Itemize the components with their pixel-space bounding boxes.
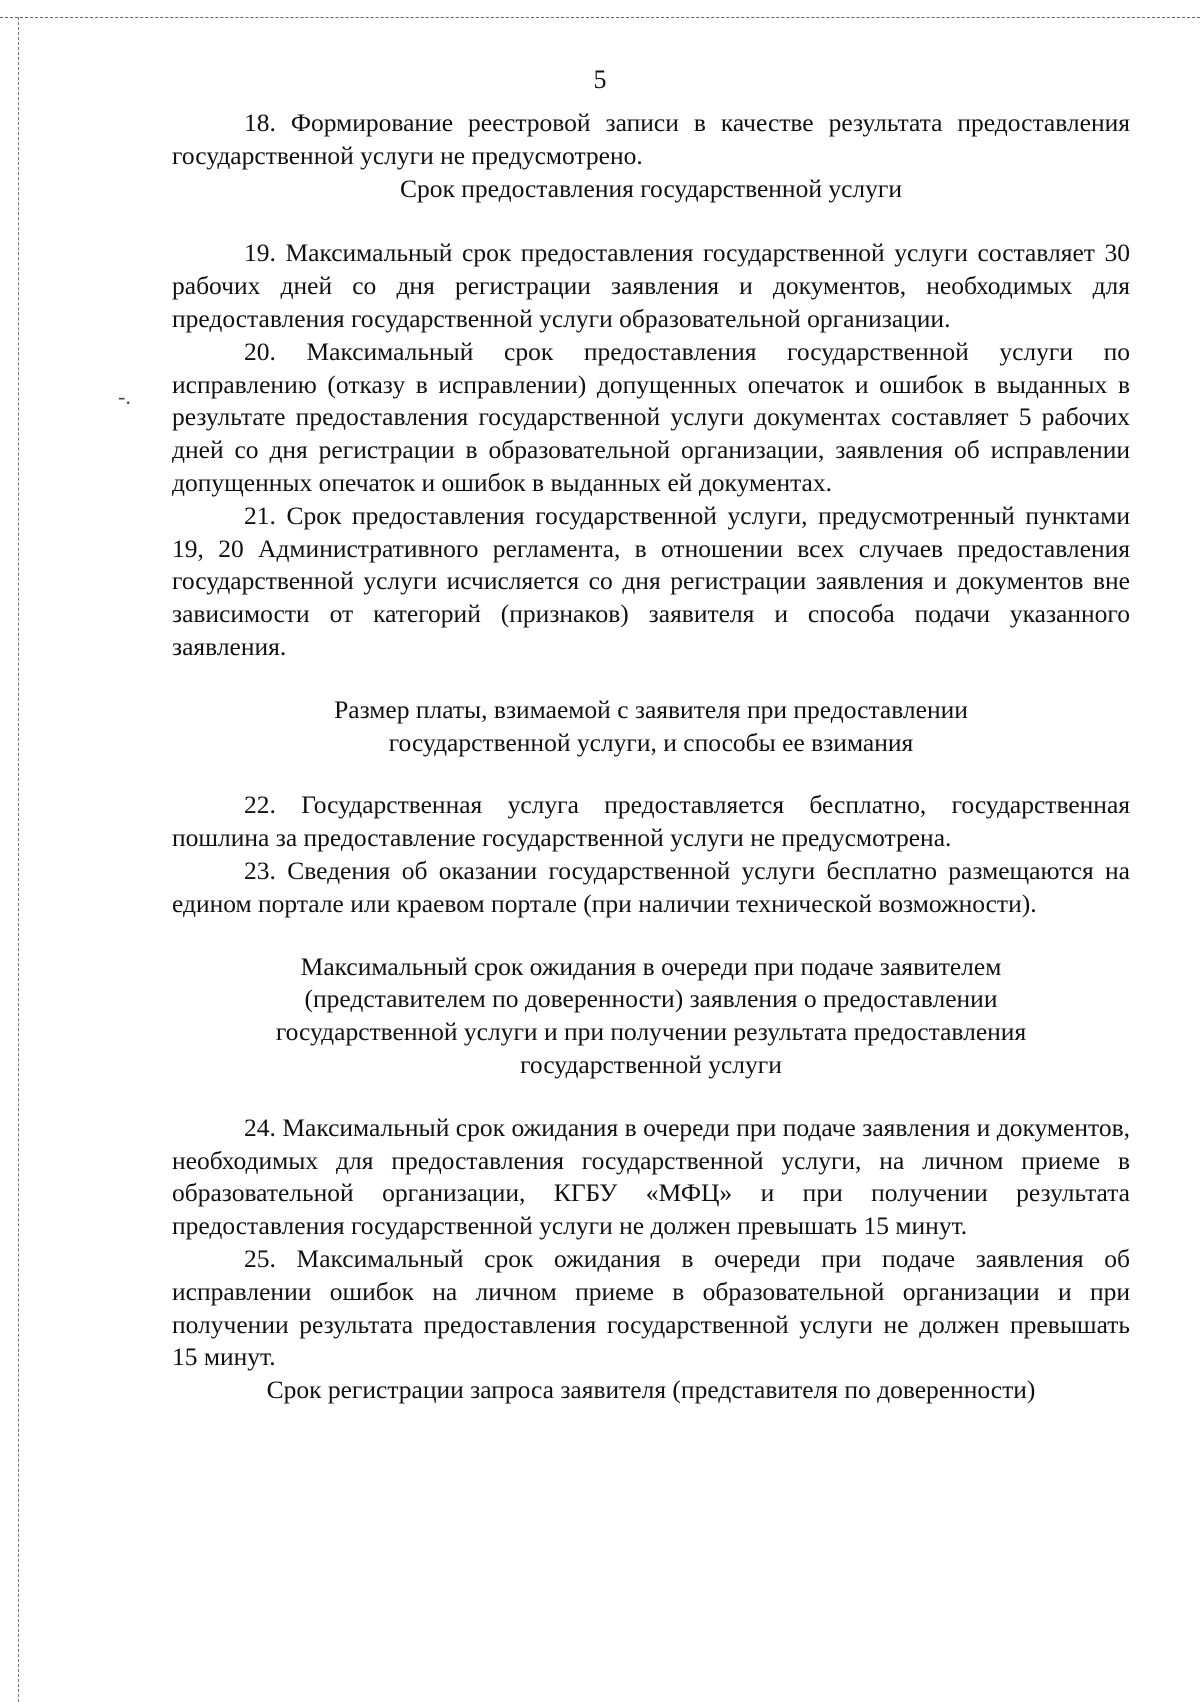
spacer bbox=[172, 921, 1130, 951]
paragraph-23: 23. Сведения об оказании государственной услуги бесплатно размещаются на едином портале или краевом портале (при наличии технической возможности). bbox=[172, 855, 1130, 918]
section-heading-registration-term: Срок регистрации запроса заявителя (представителя по доверенности) bbox=[266, 1375, 1036, 1405]
spacer bbox=[172, 1082, 1130, 1112]
section-heading-fee bbox=[172, 694, 1130, 760]
section-heading-queue-time bbox=[172, 951, 1130, 1082]
scan-top-edge bbox=[0, 17, 1200, 18]
section-heading-service-term: Срок предоставления государственной услуги bbox=[399, 173, 902, 203]
spacer bbox=[172, 759, 1130, 789]
paragraph-24: 24. Максимальный срок ожидания в очереди при подаче заявления и документов, необходимых для предоставления государственной услуги, на личном приеме в образовательной организации, КГБУ «МФЦ» и при получении результата предоставления государственной услуги не должен превышать 15 минут. bbox=[172, 1112, 1130, 1241]
paragraph-20: 20. Максимальный срок предоставления государственной услуги по исправлению (отказу в исправлении) допущенных опечаток и ошибок в выданных в результате предоставления государственной услуги документах составляет 5 рабочих дней со дня регистрации в образовательной организации, заявления об исправлении допущенных опечаток и ошибок в выданных ей документах. bbox=[172, 336, 1130, 497]
paragraph-21: 21. Срок предоставления государственной услуги, предусмотренный пунктами 19, 20 Административного регламента, в отношении всех случаев предоставления государственной услуги исчисляется со дня регистрации заявления и документов вне зависимости от категорий (признаков) заявителя и способа подачи указанного заявления. bbox=[172, 500, 1130, 661]
document-body bbox=[172, 107, 1130, 1407]
heading-line: государственной услуги bbox=[520, 1049, 782, 1079]
paragraph-19: 19. Максимальный срок предоставления государственной услуги составляет 30 рабочих дней со дня регистрации заявления и документов, необходимых для предоставления государственной услуги образовательной организации. bbox=[172, 238, 1130, 333]
page-number: 5 bbox=[593, 65, 607, 94]
spacer bbox=[172, 664, 1130, 694]
heading-line: государственной услуги и при получении результата предоставления bbox=[275, 1017, 1027, 1047]
heading-line: Размер платы, взимаемой с заявителя при предоставлении bbox=[334, 694, 968, 724]
spacer bbox=[172, 205, 1130, 237]
scan-left-edge bbox=[18, 17, 19, 1702]
heading-line: (представителем по доверенности) заявления о предоставлении bbox=[304, 984, 998, 1014]
heading-line: государственной услуги, и способы ее взимания bbox=[388, 727, 914, 757]
paragraph-22: 22. Государственная услуга предоставляется бесплатно, государственная пошлина за предоставление государственной услуги не предусмотрена. bbox=[172, 790, 1130, 853]
margin-mark: -. bbox=[118, 384, 131, 409]
paragraph-25: 25. Максимальный срок ожидания в очереди при подаче заявления об исправлении ошибок на личном приеме в образовательной организации и при получении результата предоставления государственной услуги не должен превышать 15 минут. bbox=[172, 1243, 1130, 1372]
paragraph-18: 18. Формирование реестровой записи в качестве результата предоставления государственной услуги не предусмотрено. bbox=[172, 108, 1130, 170]
heading-line: Максимальный срок ожидания в очереди при подаче заявителем bbox=[300, 951, 1002, 981]
